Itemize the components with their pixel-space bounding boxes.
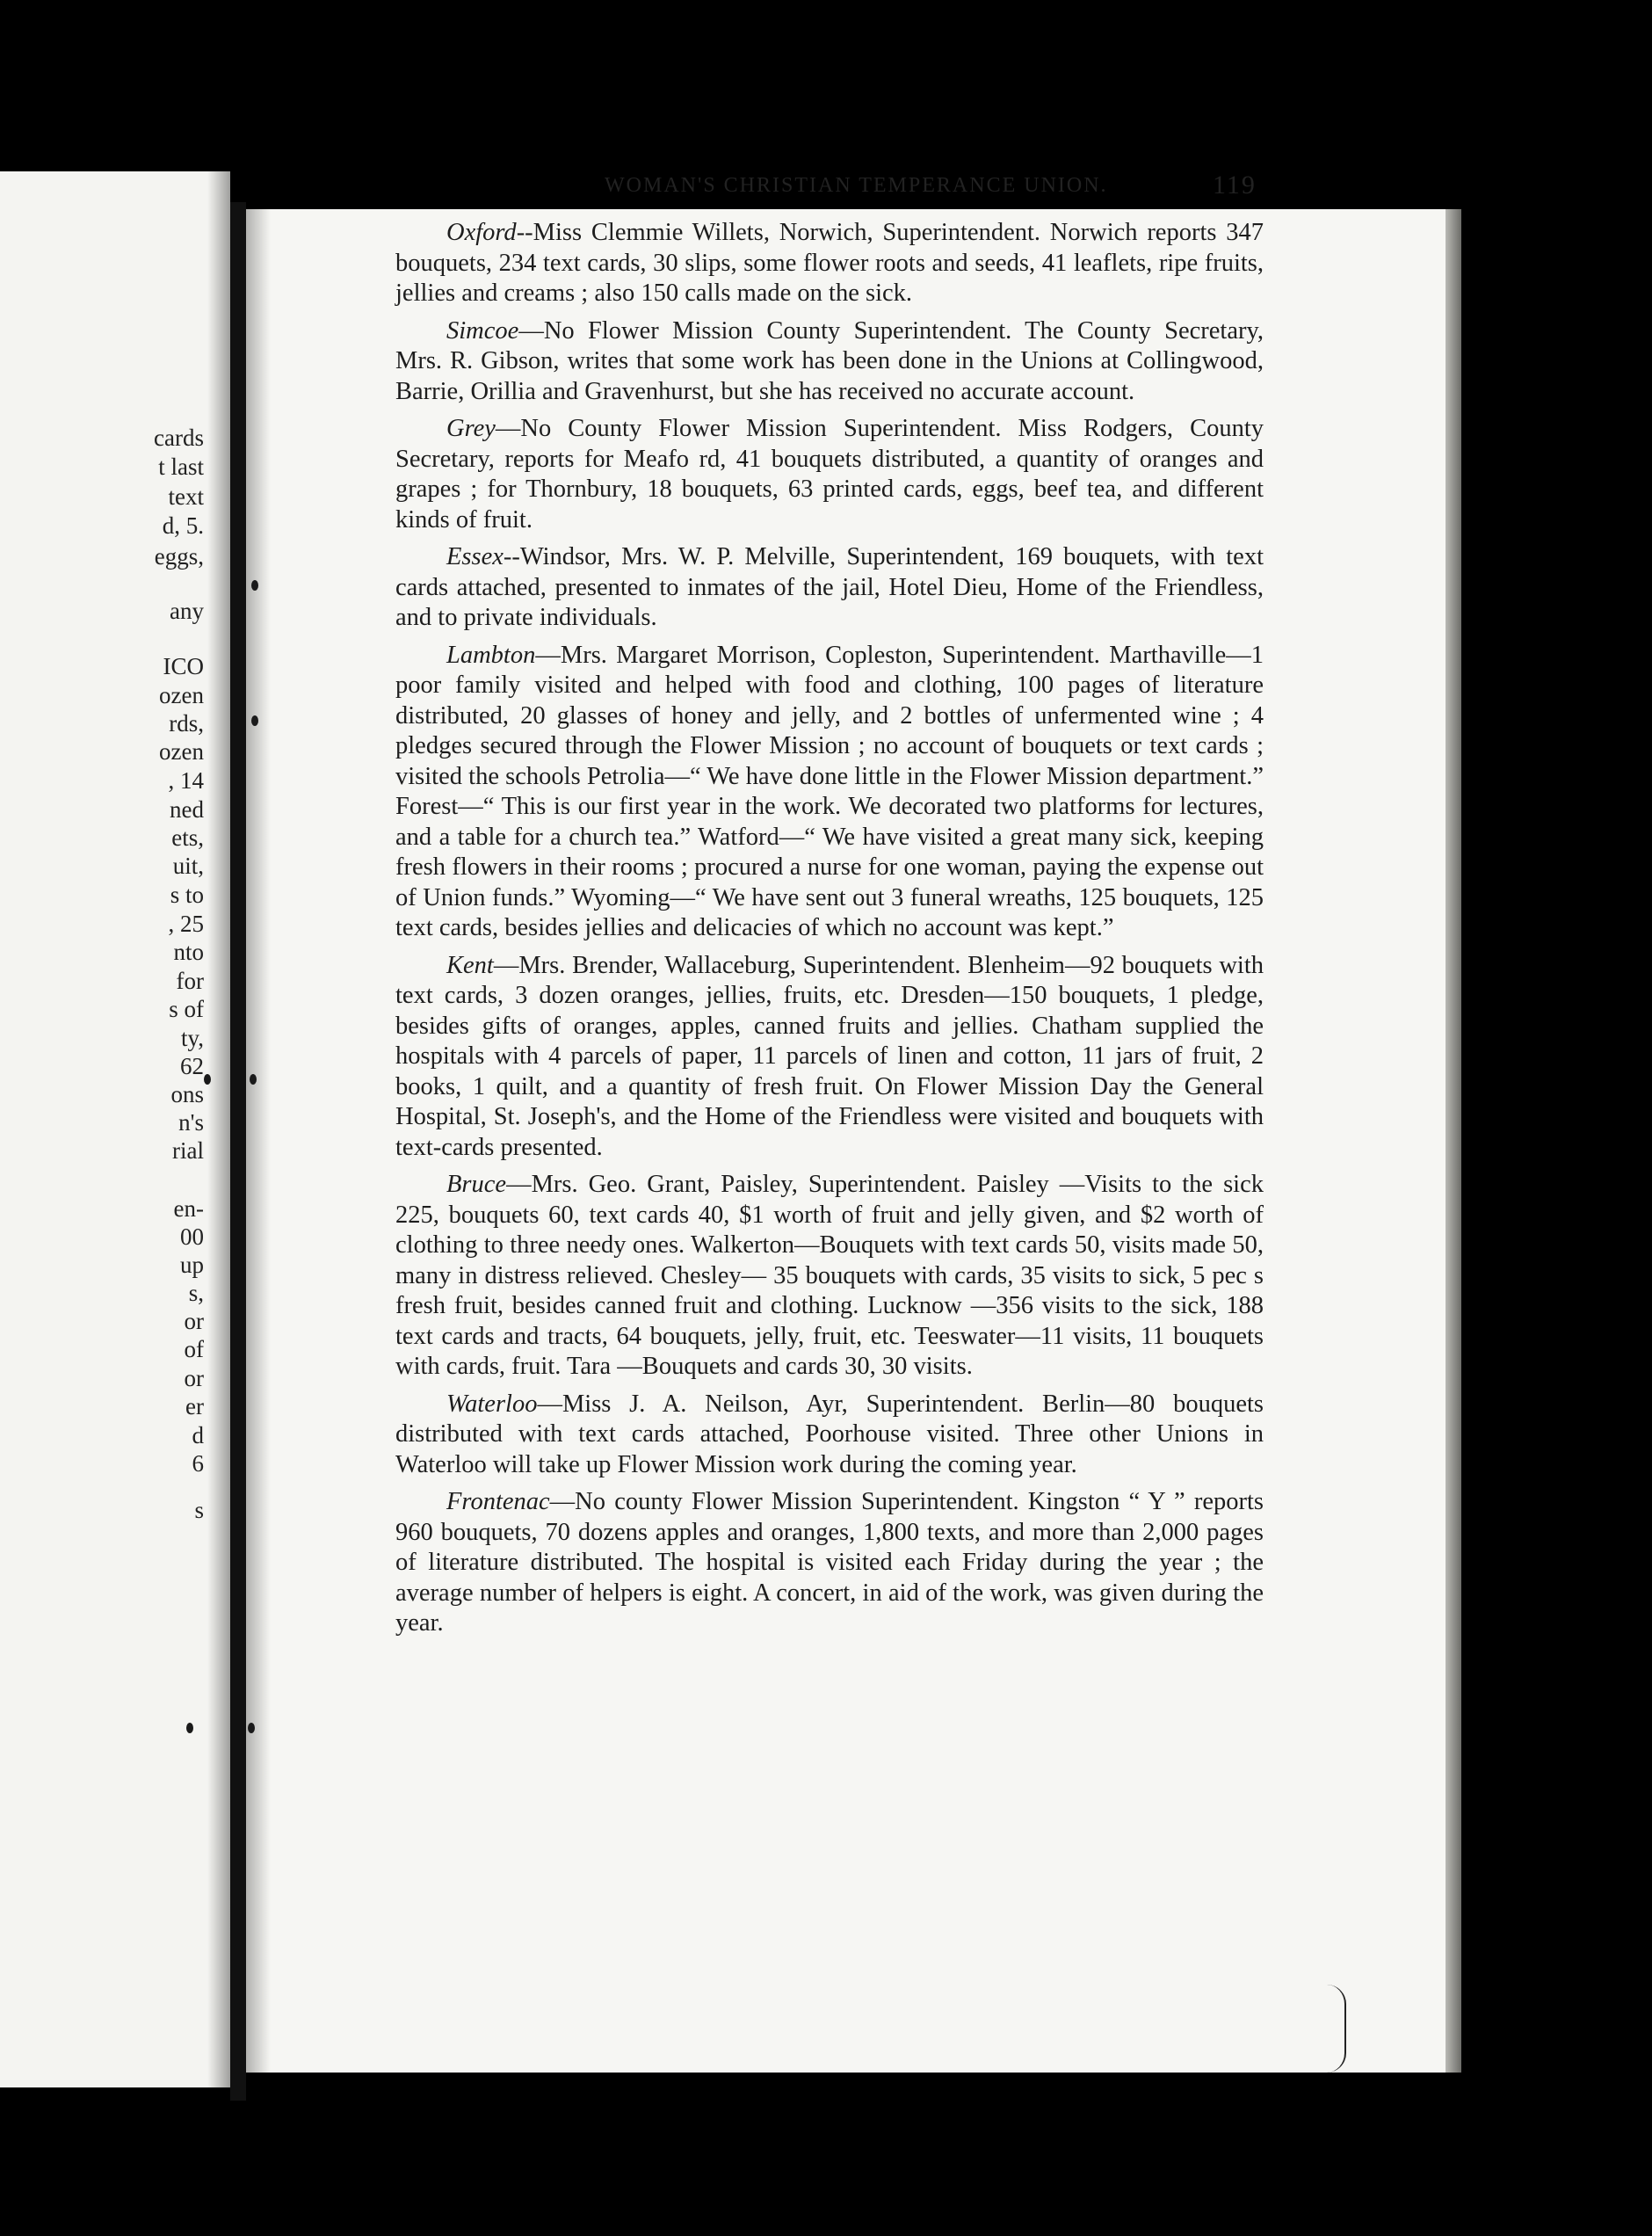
paragraph-bruce <box>395 1170 1264 1383</box>
left-page-fragment: cards <box>154 425 204 451</box>
book-spine <box>230 202 246 2101</box>
county-name: Frontenac <box>446 1488 550 1515</box>
left-page-fragment: rial <box>172 1137 204 1164</box>
paragraph-frontenac <box>395 1487 1264 1639</box>
left-page-fragment: er <box>185 1393 204 1419</box>
left-page-fragment: uit, <box>172 853 204 879</box>
binding-dot <box>204 1074 211 1085</box>
gutter-shadow <box>207 171 230 2087</box>
left-page-fragment: d, 5. <box>162 512 204 539</box>
paragraph-text: —No Flower Mission County Superintendent. The County Secretary, Mrs. R. Gibson, writes that some work has been done in the Unions at Collingwood, Barrie, Orillia and Gravenhurst, but she has received no accurate account. <box>395 316 1264 405</box>
left-page-fragment: 62 <box>180 1053 204 1079</box>
left-page-fragment: text <box>168 483 204 510</box>
left-page-fragment: ets, <box>171 824 204 851</box>
paragraph-text: —No county Flower Mission Superintendent. Kingston “ Y ” reports 960 bouquets, 70 dozens apples and oranges, 1,800 texts, and more than 2,000 pages of literature distributed. The hospital is visited each Friday during the year ; the average number of helpers is eight. A concert, in aid of the work, was given during the year. <box>395 1488 1264 1637</box>
left-page-fragment: any <box>170 598 204 624</box>
left-page-fragment: ons <box>170 1081 204 1107</box>
left-page-fragment: ozen <box>159 682 204 708</box>
body-text <box>395 218 1264 1646</box>
paragraph-text: —Mrs. Brender, Wallaceburg, Superintendent. Blenheim—92 bouquets with text cards, 3 dozen oranges, jellies, fruits, etc. Dresden—150 bouquets, 1 pledge, besides gifts of oranges, apples, canned fruits and jellies. Chatham supplied the hospitals with 4 parcels of paper, 11 parcels of linen and cotton, 11 jars of fruit, 2 books, 1 quilt, and a quantity of fresh fruit. On Flower Mission Day the General Hospital, St. Joseph's, and the Home of the Friendless were visited and bouquets with text-cards presented. <box>395 951 1264 1161</box>
left-page-fragment: up <box>180 1252 204 1278</box>
county-name: Bruce <box>446 1171 507 1198</box>
paragraph-waterloo <box>395 1390 1264 1481</box>
left-page-fragment: ned <box>170 796 204 823</box>
left-page-fragment: s <box>194 1497 204 1523</box>
paragraph-text: --Miss Clemmie Willets, Norwich, Superintendent. Norwich reports 347 bouquets, 234 text cards, 30 slips, some flower roots and seeds, 41 leaflets, ripe fruits, jellies and creams ; also 150 calls made on the sick. <box>395 219 1264 307</box>
left-page-fragment: or <box>184 1308 204 1334</box>
running-title: WOMAN'S CHRISTIAN TEMPERANCE UNION. <box>605 174 1108 197</box>
left-page-fragment: d <box>192 1422 204 1448</box>
left-page-fragment: n's <box>178 1109 204 1136</box>
left-page-fragment: ICO <box>163 653 204 679</box>
left-page-fragment: for <box>176 968 204 994</box>
left-page-fragment: eggs, <box>154 543 204 570</box>
binding-dot <box>251 580 258 591</box>
left-page-fragment: , 14 <box>168 767 204 794</box>
paragraph-text: —Mrs. Margaret Morrison, Copleston, Superintendent. Marthaville—1 poor family visited and helped with food and clothing, 100 pages of literature distributed, 20 glasses of honey and jelly, and 2 bottles of unfermented wine ; 4 pledges secured through the Flower Mission ; no account of bouquets or text cards ; visited the schools Petrolia—“ We have done little in the Flower Mission department.” Forest—“ This is our first year in the work. We decorated two platforms for lectures, and a table for a church tea.” Watford—“ We have visited a great many sick, keeping fresh flowers in their rooms ; procured a nurse for one woman, paying the expense out of Union funds.” Wyoming—“ We have sent out 3 funeral wreaths, 125 bouquets, 125 text cards, besides jellies and delicacies of which no account was kept.” <box>395 641 1264 941</box>
county-name: Lambton <box>446 641 536 669</box>
left-page-fragment: t last <box>158 454 204 480</box>
paragraph-text: --Windsor, Mrs. W. P. Melville, Superintendent, 169 bouquets, with text cards attached, presented to inmates of the jail, Hotel Dieu, Home of the Friendless, and to private individuals. <box>395 543 1264 631</box>
left-page <box>0 171 230 2087</box>
left-page-fragment: 00 <box>180 1223 204 1250</box>
binding-dot <box>251 715 258 726</box>
left-page-fragment: or <box>184 1365 204 1391</box>
left-page-fragment: nto <box>173 939 204 965</box>
paragraph-text: —Mrs. Geo. Grant, Paisley, Superintendent. Paisley —Visits to the sick 225, bouquets 60, text cards 40, $1 worth of fruit and jelly given, and $2 worth of clothing to three needy ones. Walkerton—Bouquets with text cards 50, visits made 50, many in distress relieved. Chesley— 35 bouquets with cards, 35 visits to sick, 5 pec s fresh fruit, besides canned fruit and clothing. Lucknow —356 visits to the sick, 188 text cards and tracts, 64 bouquets, jelly, fruit, etc. Teeswater—11 visits, 11 bouquets with cards, fruit. Tara —Bouquets and cards 30, 30 visits. <box>395 1171 1264 1380</box>
paragraph-lambton <box>395 641 1264 944</box>
left-page-fragment: 6 <box>192 1450 204 1477</box>
left-page-fragment: ozen <box>159 738 204 765</box>
left-page-fragment: s, <box>188 1280 204 1306</box>
binding-dot <box>248 1723 255 1733</box>
county-name: Grey <box>446 415 496 442</box>
left-page-fragment: s to <box>170 882 204 908</box>
page-content <box>246 0 1446 2236</box>
left-page-fragment: ty, <box>181 1025 204 1051</box>
page-number: 119 <box>1213 171 1257 200</box>
paragraph-essex <box>395 542 1264 634</box>
paragraph-simcoe <box>395 316 1264 408</box>
page-header <box>246 171 1446 209</box>
left-page-fragment: s of <box>169 996 204 1022</box>
county-name: Essex <box>446 543 504 570</box>
page-edge <box>1446 209 1461 2073</box>
pencil-bracket-mark <box>1327 1985 1346 2073</box>
county-name: Oxford <box>446 219 517 246</box>
left-page-fragment: en- <box>173 1195 204 1222</box>
paragraph-kent <box>395 951 1264 1164</box>
left-page-fragment: rds, <box>169 710 204 737</box>
left-page-fragment: , 25 <box>168 911 204 937</box>
left-page-fragment: of <box>184 1336 204 1362</box>
binding-dot <box>186 1723 193 1733</box>
paragraph-text: —No County Flower Mission Superintendent. Miss Rodgers, County Secretary, reports for Meafo rd, 41 bouquets distributed, a quantity of oranges and grapes ; for Thornbury, 18 bouquets, 63 printed cards, eggs, beef tea, and different kinds of fruit. <box>395 415 1264 534</box>
county-name: Kent <box>446 951 494 979</box>
county-name: Simcoe <box>446 316 519 345</box>
paragraph-oxford <box>395 218 1264 309</box>
paragraph-grey <box>395 414 1264 535</box>
paragraph-text: —Miss J. A. Neilson, Ayr, Superintendent. Berlin—80 bouquets distributed with text cards attached, Poorhouse visited. Three other Unions in Waterloo will take up Flower Mission work during the coming year. <box>395 1390 1264 1478</box>
binding-dot <box>250 1074 257 1085</box>
county-name: Waterloo <box>446 1390 538 1418</box>
